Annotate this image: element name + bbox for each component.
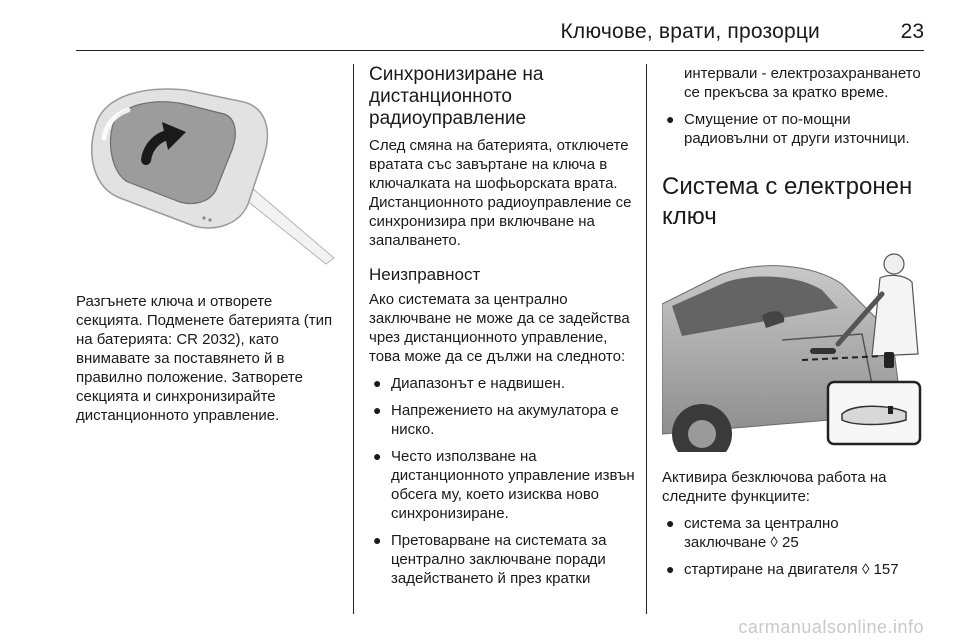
page-reference[interactable]: 157 — [873, 561, 899, 578]
sync-heading: Синхронизиране на дистанционното радиоуправление — [369, 64, 544, 129]
keyless-intro: Активира безключова работа на следните функциите: — [662, 469, 887, 505]
key-battery-illustration-icon — [76, 64, 338, 276]
keyless-section-heading: Система с електронен ключ — [662, 173, 913, 230]
right-column — [662, 64, 924, 579]
page-header-title: Ключове, врати, прозорци — [560, 20, 820, 43]
left-column — [76, 64, 338, 425]
column-divider-2 — [646, 64, 647, 614]
keyless-function-list — [662, 514, 924, 579]
bullet-icon: ● — [373, 448, 382, 464]
list-item: ● Претоварване на системата за централно заключване поради задействането й през кратки — [373, 532, 607, 587]
bullet-icon: ● — [666, 561, 675, 577]
sync-text: След смяна на батерията, отключете вратата със завъртане на ключа в ключалката на шофьорската врата. Дистанционното радиоуправление се синхронизира при включване на запалването. — [369, 137, 632, 249]
page-reference-icon: ◊ — [861, 561, 870, 578]
fault-text: Ако системата за централно заключване не може да се задейства чрез дистанционното управление, това може да се дължи на следното: — [369, 291, 630, 365]
header-rule — [76, 50, 924, 51]
page-reference-icon: ◊ — [770, 534, 778, 551]
list-item: ● Често използване на дистанционното управление извън обсега му, което изисква ново синхронизиране. — [373, 448, 635, 522]
list-item: интервали - електрозахранването се прекъсва за кратко време. — [684, 65, 921, 101]
list-item: ● система за централно заключване ◊ 25 — [666, 515, 839, 551]
fault-heading: Неизправност — [369, 265, 481, 284]
bullet-icon: ● — [373, 375, 382, 391]
watermark: carmanualsonline.info — [738, 617, 924, 637]
bullet-icon: ● — [666, 515, 675, 531]
list-item: ● Диапазонът е надвишен. — [373, 375, 565, 392]
car-door-keyless-illustration-icon — [662, 244, 924, 452]
page-reference[interactable]: 25 — [781, 534, 799, 551]
list-item: ● стартиране на двигателя ◊ 157 — [666, 561, 899, 578]
middle-column — [369, 64, 635, 588]
page-number: 23 — [900, 20, 924, 43]
bullet-icon: ● — [373, 532, 382, 548]
list-item: ● Смущение от по-мощни радиовълни от други източници. — [666, 111, 910, 147]
bullet-icon: ● — [373, 402, 382, 418]
battery-replacement-caption: Разгънете ключа и отворете секцията. Подменете батерията (тип на батерията: CR 2032), като внимавате за поставянето й в правилно положение. Затворете секцията и синхронизирайте дистанционното управление. — [76, 293, 333, 424]
fault-list — [369, 374, 635, 588]
column-divider-1 — [353, 64, 354, 614]
bullet-icon: ● — [666, 111, 675, 127]
continued-fault-list — [662, 64, 924, 148]
list-item: ● Напрежението на акумулатора е ниско. — [373, 402, 619, 438]
